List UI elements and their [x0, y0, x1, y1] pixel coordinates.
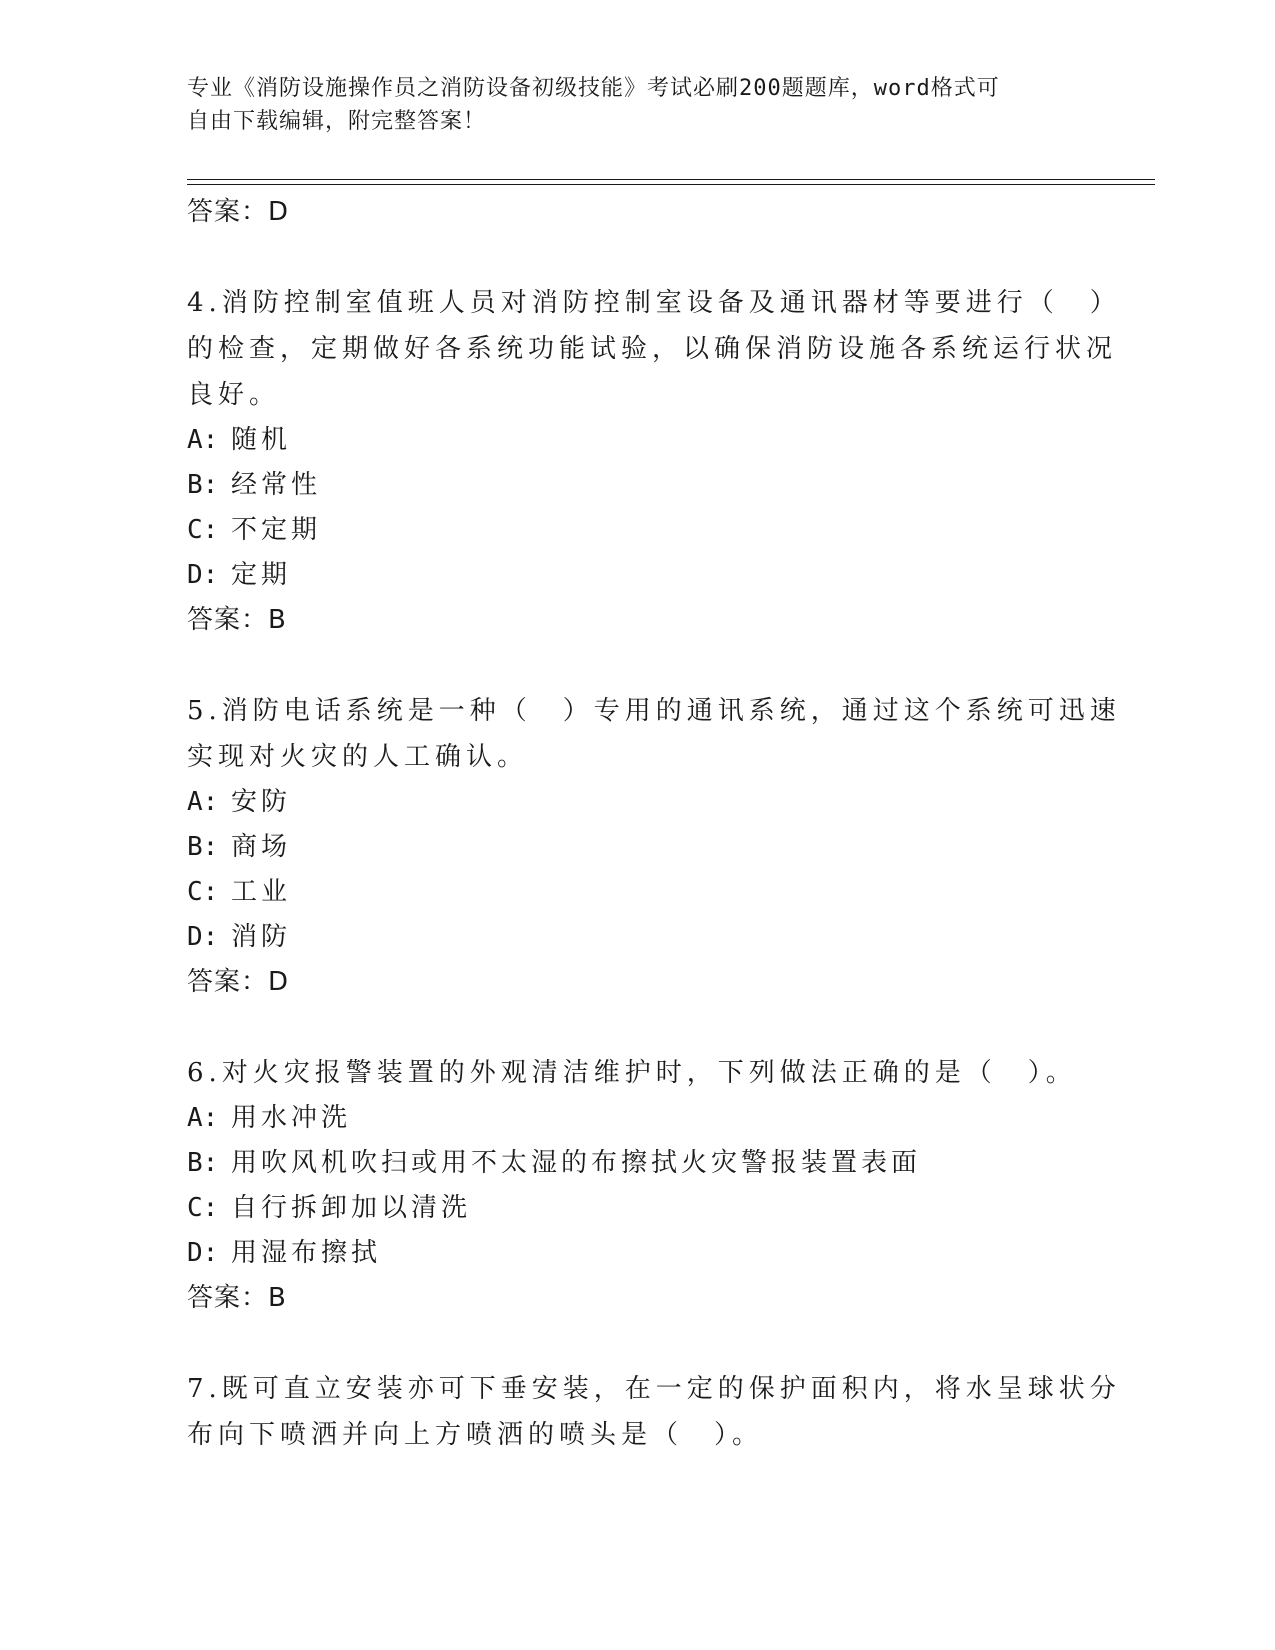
- option-text: 不定期: [231, 515, 322, 545]
- question-text-line: 4.消防控制室值班人员对消防控制室设备及通讯器材等要进行（ ）: [187, 288, 1121, 318]
- option-a: [187, 418, 1087, 463]
- option-a: [187, 780, 1087, 825]
- answer: 答案：B: [187, 605, 287, 635]
- option-key: D:: [187, 1238, 219, 1268]
- option-text: 工业: [231, 877, 292, 907]
- option-text: 商场: [231, 832, 292, 862]
- question-text-line: 的检查，定期做好各系统功能试验，以确保消防设施各系统运行状况: [187, 334, 1118, 364]
- question-text-line: 良好。: [187, 380, 281, 410]
- option-key: B:: [187, 832, 219, 862]
- option-key: D:: [187, 560, 219, 590]
- option-key: C:: [187, 877, 219, 907]
- option-text: 安防: [231, 787, 292, 817]
- option-c: [187, 1186, 1087, 1231]
- option-b: [187, 825, 1087, 870]
- question-text-line: 实现对火灾的人工确认。: [187, 742, 529, 772]
- option-text: 随机: [231, 425, 292, 455]
- option-key: B:: [187, 1148, 219, 1178]
- answer: 答案：B: [187, 1283, 287, 1313]
- header-line-2: 自由下载编辑，附完整答案！: [187, 109, 487, 134]
- option-key: A:: [187, 1103, 219, 1133]
- option-text: 用湿布擦拭: [231, 1238, 382, 1268]
- option-b: [187, 1141, 1087, 1186]
- header-line-1: 专业《消防设施操作员之消防设备初级技能》考试必刷200题题库，word格式可: [187, 76, 1000, 101]
- question-7: [187, 1366, 1121, 1458]
- option-d: [187, 915, 1087, 960]
- question-text-line: 7.既可直立安装亦可下垂安装，在一定的保护面积内，将水呈球状分: [187, 1374, 1121, 1404]
- answer: 答案：D: [187, 967, 290, 997]
- option-text: 定期: [231, 560, 292, 590]
- option-text: 消防: [231, 922, 292, 952]
- option-text: 用吹风机吹扫或用不太湿的布擦拭火灾警报装置表面: [231, 1148, 922, 1178]
- question-text-line: 布向下喷洒并向上方喷洒的喷头是（ ）。: [187, 1420, 764, 1450]
- question-4: [187, 280, 1121, 642]
- header-divider-top: [187, 179, 1155, 180]
- question-6: [187, 1050, 1087, 1320]
- option-a: [187, 1096, 1087, 1141]
- question-5: [187, 688, 1121, 1004]
- option-c: [187, 870, 1087, 915]
- option-key: C:: [187, 515, 219, 545]
- question-text-line: 5.消防电话系统是一种（ ）专用的通讯系统，通过这个系统可迅速: [187, 696, 1121, 726]
- option-key: A:: [187, 425, 219, 455]
- header-divider-bottom: [187, 184, 1155, 185]
- option-key: D:: [187, 922, 219, 952]
- option-b: [187, 463, 1087, 508]
- option-key: B:: [187, 470, 219, 500]
- document-body: [187, 190, 1121, 1458]
- option-key: C:: [187, 1193, 219, 1223]
- document-header: [187, 72, 1067, 138]
- option-d: [187, 1231, 1087, 1276]
- option-text: 用水冲洗: [231, 1103, 352, 1133]
- option-text: 自行拆卸加以清洗: [231, 1193, 472, 1223]
- question-text-line: 6.对火灾报警装置的外观清洁维护时，下列做法正确的是（ ）。: [187, 1058, 1077, 1088]
- option-text: 经常性: [231, 470, 322, 500]
- answer-previous: 答案：D: [187, 197, 290, 227]
- option-c: [187, 508, 1087, 553]
- option-key: A:: [187, 787, 219, 817]
- option-d: [187, 553, 1087, 598]
